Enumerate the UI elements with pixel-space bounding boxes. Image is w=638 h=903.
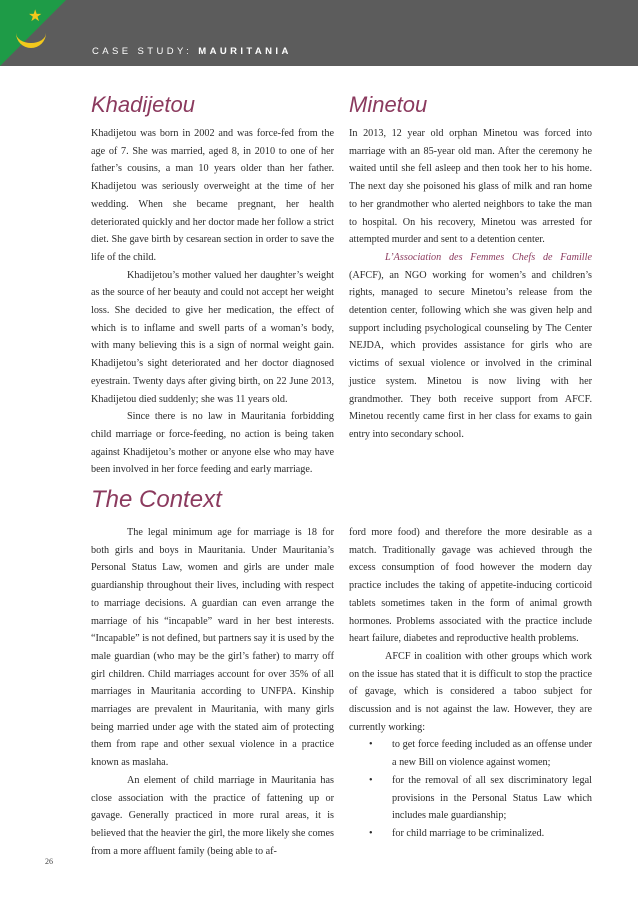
khadijetou-paragraph: Khadijetou was born in 2002 and was force-fed from the age of 7. She was married, aged 8, in 2010 to one of her father’s cousins, a man 10 years older than her father. Khadijetou was seriously overweight at the time of her wedding. When she became pregnant, her health deteriorated quickly and her doctor made her follow a strict diet. She gave birth by cesarean section in order to save the life of the child. [91, 128, 334, 263]
bullet-icon: • [369, 827, 373, 839]
list-item: • to get force feeding included as an offense under a new Bill on violence against women; [349, 736, 592, 771]
star-icon: ★ [28, 6, 43, 25]
section-label: CASE STUDY: MAURITANIA [92, 46, 292, 57]
bullet-icon: • [369, 774, 373, 786]
page-number: 26 [45, 857, 53, 866]
context-left-column [91, 524, 334, 860]
organization-name: L’Association des Femmes Chefs de Famille [385, 251, 592, 263]
khadijetou-paragraph: Since there is no law in Mauritania forbidding child marriage or force-feeding, no action is being taken against Khadijetou’s mother or anyone else who may have been involved in her force feeding and early marriage. [91, 411, 334, 476]
minetou-paragraph: In 2013, 12 year old orphan Minetou was forced into marriage with an 85-year old man. After the ceremony he waited until she fell asleep and then took her to his home. The next day she poisoned his glass of milk and ran home to her grandmother who alerted neighbors to take the man to hospital. On his recovery, Minetou was arrested for attempted murder and sent to a detention center. [349, 128, 592, 246]
minetou-paragraph-2: L’Association des Femmes Chefs de Famille (AFCF), an NGO working for women’s and children’s rights, managed to secure Minetou’s release from the detention center, following which she was given help and support including psychological counseling by The Center NEJDA, which provides assistance for girls who are victims of sexual violence or involved in the criminal justice system. Minetou is now living with her grandmother. They both receive support from AFCF. Minetou recently came first in her class for exams to gain entry into secondary school. [349, 251, 592, 440]
context-paragraph: An element of child marriage in Mauritania has close association with the practice of fattening up or gavage. Generally practiced in more rural areas, it is believed that the heavier the girl, the more likely she comes from a more affluent family (being able to af- [91, 774, 334, 857]
khadijetou-heading: Khadijetou [91, 92, 195, 117]
header-bar [0, 0, 638, 66]
context-paragraph: AFCF in coalition with other groups which work on the issue has stated that it is difficult to stop the practice of gavage, which is considered a taboo subject for discussion and is not against the law. However, they are currently working: [349, 650, 592, 733]
bullet-icon: • [369, 739, 373, 751]
khadijetou-paragraph: Khadijetou’s mother valued her daughter’s weight as the source of her beauty and could not accept her weight loss. She decided to give her medication, the effect of which is to inflame and swell parts of a woman’s body, with many believing this is a sign of normal weight gain. Khadijetou’s sight deteriorated and her doctor diagnosed eyestrain. Twenty days after giving birth, on 22 June 2013, Khadijetou died suddenly; she was 11 years old. [91, 269, 334, 405]
list-item: • for the removal of all sex discriminatory legal provisions in the Personal Status Law which includes male guardianship; [349, 772, 592, 825]
context-paragraph: The legal minimum age for marriage is 18 for both girls and boys in Mauritania. Under Mauritania’s Personal Status Law, women and girls are under male guardianship throughout their lives, including with respect to marriage decisions. A guardian can even arrange the marriage of his “incapable” ward in her best interests. “Incapable” is not defined, but partners say it is used by the male guardian (who may be the girl’s father) to marry off girl children. Child marriages account for over 35% of all marriages in Mauritania according to UNFPA. Kinship marriages are prevalent in Mauritania, with many girls being married under age with the stated aim of protecting them from rape and other sexual violence in a practice known as maslaha. [91, 527, 334, 769]
context-paragraph: ford more food) and therefore the more desirable as a match. Traditionally gavage was achieved through the excess consumption of food however the modern day practice includes the taking of appetite-inducing corticoid tablets sometimes taken in the form of animal growth hormones. Problems associated with the practice include heart failure, diabetes and reproductive health problems. [349, 527, 592, 645]
minetou-heading: Minetou [349, 92, 428, 117]
minetou-column [349, 125, 592, 444]
khadijetou-column [91, 125, 334, 479]
list-item: • for child marriage to be criminalized. [349, 825, 592, 843]
action-list [349, 736, 592, 842]
context-right-column [349, 524, 592, 843]
context-heading: The Context [91, 486, 222, 513]
